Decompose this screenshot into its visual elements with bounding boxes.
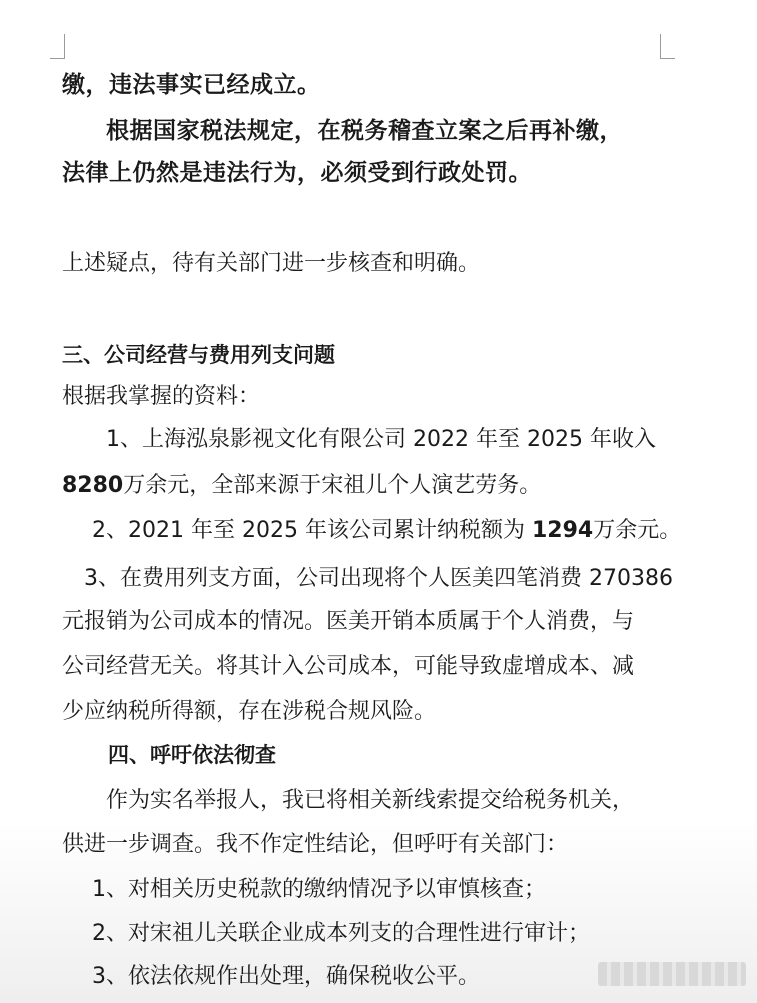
tax-amount: 1294 [531,518,594,543]
section-heading: 三、公司经营与费用列支问题 [62,343,335,367]
list-item: 3、依法依规作出处理，确保税收公平。 [92,964,480,989]
list-item: 1、上海泓泉影视文化有限公司 2022 年至 2025 年收入 [106,427,656,452]
paragraph-line: 元报销为公司成本的情况。医美开销本质属于个人消费，与 [62,609,635,634]
paragraph-line: 作为实名举报人，我已将相关新线索提交给税务机关， [106,788,635,813]
paragraph-line: 缴，违法事实已经成立。 [62,72,321,98]
watermark-logo [598,962,746,986]
section-heading: 四、呼吁依法彻查 [108,743,276,767]
paragraph-line: 上述疑点，待有关部门进一步核查和明确。 [62,251,481,276]
income-amount: 8280 [62,473,124,498]
paragraph-line: 供进一步调查。我不作定性结论，但呼吁有关部门： [62,832,569,857]
paragraph-line: 少应纳税所得额，存在涉税合规风险。 [62,699,437,724]
paragraph-text: 2、2021 年至 2025 年该公司累计纳税额为 [92,518,532,543]
list-item-continuation [62,471,541,501]
list-item [92,516,681,546]
list-item: 2、对宋祖儿关联企业成本列支的合理性进行审计； [92,921,590,946]
crop-mark-right [660,34,675,59]
paragraph-text: 万余元。 [593,518,682,543]
paragraph-line: 根据我掌握的资料： [62,384,261,409]
paragraph-line: 公司经营无关。将其计入公司成本，可能导致虚增成本、减 [62,654,635,679]
paragraph-line: 根据国家税法规定，在税务稽查立案之后再补缴， [106,118,623,144]
crop-mark-left [50,34,65,59]
paragraph-line: 法律上仍然是违法行为，必须受到行政处罚。 [62,160,532,186]
paragraph-text: 万余元，全部来源于宋祖儿个人演艺劳务。 [123,473,542,498]
list-item: 1、对相关历史税款的缴纳情况予以审慎核查； [92,877,546,902]
list-item: 3、在费用列支方面，公司出现将个人医美四笔消费 270386 [84,566,673,591]
